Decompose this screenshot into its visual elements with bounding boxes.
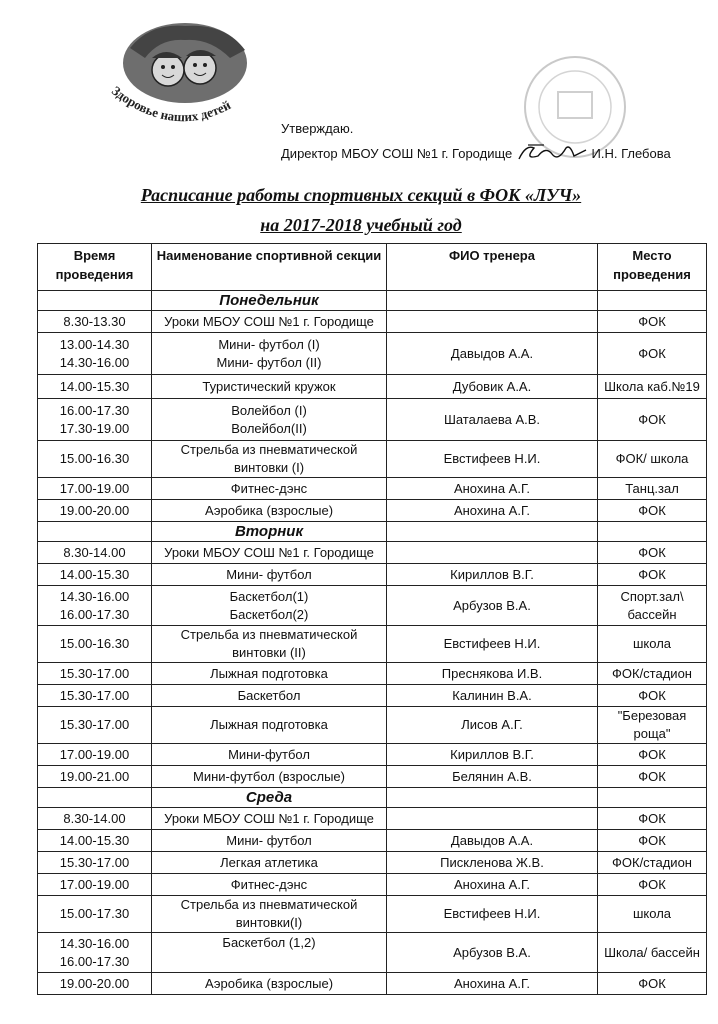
coach-cell: Кириллов В.Г. bbox=[387, 564, 598, 586]
doc-title-line2: на 2017-2018 учебный год bbox=[260, 215, 462, 235]
time-cell bbox=[38, 311, 152, 333]
table-row bbox=[38, 441, 707, 478]
table-row bbox=[38, 766, 707, 788]
coach-cell bbox=[387, 542, 598, 564]
day-name: Среда bbox=[152, 788, 387, 808]
section-name: Волейбол(II) bbox=[231, 420, 307, 436]
place-cell: ФОК bbox=[598, 766, 707, 788]
time-cell bbox=[38, 626, 152, 663]
place-cell: Школа каб.№19 bbox=[598, 375, 707, 399]
section-cell bbox=[152, 375, 387, 399]
place-cell: школа bbox=[598, 626, 707, 663]
place-cell: Танц.зал bbox=[598, 478, 707, 500]
section-name: Стрельба из пневматической bbox=[180, 897, 358, 912]
time-cell bbox=[38, 933, 152, 973]
section-cell bbox=[152, 830, 387, 852]
header-coach: ФИО тренера bbox=[387, 244, 598, 291]
section-cell bbox=[152, 500, 387, 522]
coach-cell: Анохина А.Г. bbox=[387, 478, 598, 500]
table-row bbox=[38, 542, 707, 564]
signature bbox=[516, 142, 588, 164]
day-row bbox=[38, 291, 707, 311]
section-cell bbox=[152, 852, 387, 874]
coach-cell: Калинин В.А. bbox=[387, 685, 598, 707]
day-empty-cell bbox=[387, 522, 598, 542]
coach-cell: Кириллов В.Г. bbox=[387, 744, 598, 766]
table-row bbox=[38, 874, 707, 896]
time-value: 14.00-15.30 bbox=[59, 832, 130, 848]
section-cell bbox=[152, 766, 387, 788]
table-row bbox=[38, 500, 707, 522]
time-cell bbox=[38, 542, 152, 564]
time-value: 16.00-17.30 bbox=[59, 953, 130, 969]
table-row bbox=[38, 707, 707, 744]
section-name: Мини-футбол (взрослые) bbox=[193, 768, 345, 784]
time-cell bbox=[38, 874, 152, 896]
place-cell: Школа/ бассейн bbox=[598, 933, 707, 973]
table-row bbox=[38, 478, 707, 500]
coach-cell: Шаталаева А.В. bbox=[387, 399, 598, 441]
time-cell bbox=[38, 333, 152, 375]
section-name: Баскетбол(1) bbox=[229, 588, 309, 604]
section-cell bbox=[152, 626, 387, 663]
time-cell bbox=[38, 399, 152, 441]
time-value: 15.30-17.00 bbox=[59, 717, 130, 732]
place-cell: ФОК bbox=[598, 564, 707, 586]
table-row bbox=[38, 399, 707, 441]
time-value: 14.30-16.00 bbox=[59, 354, 130, 370]
place-cell: ФОК bbox=[598, 500, 707, 522]
table-row bbox=[38, 830, 707, 852]
section-cell bbox=[152, 663, 387, 685]
director-name: И.Н. Глебова bbox=[591, 146, 671, 161]
time-cell bbox=[38, 685, 152, 707]
director-line bbox=[281, 142, 671, 164]
coach-cell: Дубовик А.А. bbox=[387, 375, 598, 399]
time-value: 15.00-17.30 bbox=[59, 906, 130, 921]
section-name: Уроки МБОУ СОШ №1 г. Городище bbox=[164, 313, 374, 329]
table-row bbox=[38, 586, 707, 626]
time-cell bbox=[38, 707, 152, 744]
section-cell bbox=[152, 478, 387, 500]
time-value: 17.00-19.00 bbox=[59, 480, 130, 496]
schedule-table bbox=[37, 243, 707, 995]
place-cell: Спорт.зал\ бассейн bbox=[598, 586, 707, 626]
day-empty-cell bbox=[38, 291, 152, 311]
time-value: 13.00-14.30 bbox=[59, 336, 130, 352]
section-cell bbox=[152, 564, 387, 586]
time-cell bbox=[38, 973, 152, 995]
section-name: Мини- футбол bbox=[226, 832, 312, 848]
table-row bbox=[38, 896, 707, 933]
table-row bbox=[38, 852, 707, 874]
day-empty-cell bbox=[387, 291, 598, 311]
section-name: Стрельба из пневматической bbox=[180, 442, 358, 457]
section-name: Фитнес-дэнс bbox=[230, 876, 308, 892]
time-cell bbox=[38, 375, 152, 399]
coach-cell: Евстифеев Н.И. bbox=[387, 441, 598, 478]
day-row bbox=[38, 788, 707, 808]
place-cell: ФОК/стадион bbox=[598, 663, 707, 685]
section-name: Туристический кружок bbox=[202, 378, 336, 394]
coach-cell: Лисов А.Г. bbox=[387, 707, 598, 744]
logo-emblem bbox=[100, 18, 275, 128]
day-name: Понедельник bbox=[152, 291, 387, 311]
time-value: 14.00-15.30 bbox=[59, 566, 130, 582]
table-row bbox=[38, 933, 707, 973]
time-value: 15.30-17.00 bbox=[59, 687, 130, 703]
day-empty-cell bbox=[38, 522, 152, 542]
place-cell: ФОК bbox=[598, 744, 707, 766]
section-cell bbox=[152, 973, 387, 995]
time-cell bbox=[38, 766, 152, 788]
section-name: Лыжная подготовка bbox=[210, 665, 328, 681]
day-empty-cell bbox=[598, 788, 707, 808]
section-cell bbox=[152, 399, 387, 441]
section-name: Аэробика (взрослые) bbox=[204, 975, 334, 991]
section-cell bbox=[152, 441, 387, 478]
time-cell bbox=[38, 478, 152, 500]
coach-cell: Анохина А.Г. bbox=[387, 874, 598, 896]
section-name: Аэробика (взрослые) bbox=[204, 502, 334, 518]
header-row bbox=[38, 244, 707, 291]
section-cell bbox=[152, 542, 387, 564]
coach-cell: Анохина А.Г. bbox=[387, 973, 598, 995]
day-name: Вторник bbox=[152, 522, 387, 542]
coach-cell: Арбузов В.А. bbox=[387, 586, 598, 626]
table-row bbox=[38, 626, 707, 663]
place-cell: ФОК bbox=[598, 830, 707, 852]
coach-cell: Давыдов А.А. bbox=[387, 830, 598, 852]
table-row bbox=[38, 564, 707, 586]
header-time: Время проведения bbox=[38, 244, 152, 291]
time-cell bbox=[38, 896, 152, 933]
time-value: 17.00-19.00 bbox=[59, 746, 130, 762]
table-row bbox=[38, 973, 707, 995]
section-name: Мини- футбол (II) bbox=[216, 354, 322, 370]
section-name: Уроки МБОУ СОШ №1 г. Городище bbox=[164, 544, 374, 560]
place-cell: ФОК bbox=[598, 333, 707, 375]
time-value: 8.30-13.30 bbox=[63, 313, 126, 329]
time-value: 8.30-14.00 bbox=[63, 810, 126, 826]
place-cell: ФОК/стадион bbox=[598, 852, 707, 874]
place-cell: ФОК bbox=[598, 311, 707, 333]
place-cell: "Березовая роща" bbox=[598, 707, 707, 744]
table-row bbox=[38, 744, 707, 766]
section-name: Фитнес-дэнс bbox=[230, 480, 308, 496]
section-name: Мини-футбол bbox=[228, 746, 310, 762]
place-cell: ФОК/ школа bbox=[598, 441, 707, 478]
time-value: 15.30-17.00 bbox=[59, 854, 130, 870]
section-cell bbox=[152, 874, 387, 896]
section-cell bbox=[152, 808, 387, 830]
time-cell bbox=[38, 808, 152, 830]
section-cell bbox=[152, 744, 387, 766]
time-value: 17.30-19.00 bbox=[59, 420, 130, 436]
day-empty-cell bbox=[38, 788, 152, 808]
section-name: Баскетбол(2) bbox=[229, 606, 309, 622]
coach-cell bbox=[387, 311, 598, 333]
coach-cell: Давыдов А.А. bbox=[387, 333, 598, 375]
section-name: Мини- футбол (I) bbox=[218, 336, 320, 352]
section-cell bbox=[152, 586, 387, 626]
day-empty-cell bbox=[598, 291, 707, 311]
day-empty-cell bbox=[598, 522, 707, 542]
time-cell bbox=[38, 852, 152, 874]
time-value: 19.00-20.00 bbox=[59, 975, 130, 991]
place-cell: школа bbox=[598, 896, 707, 933]
time-cell bbox=[38, 441, 152, 478]
place-cell: ФОК bbox=[598, 973, 707, 995]
coach-cell bbox=[387, 808, 598, 830]
section-name: Баскетбол (1,2) bbox=[222, 935, 316, 950]
section-name: Легкая атлетика bbox=[220, 854, 318, 870]
time-value: 19.00-20.00 bbox=[59, 502, 130, 518]
section-cell bbox=[152, 685, 387, 707]
place-cell: ФОК bbox=[598, 685, 707, 707]
coach-cell: Преснякова И.В. bbox=[387, 663, 598, 685]
time-cell bbox=[38, 564, 152, 586]
time-value: 16.00-17.30 bbox=[59, 402, 130, 418]
table-row bbox=[38, 685, 707, 707]
time-cell bbox=[38, 830, 152, 852]
section-name: Лыжная подготовка bbox=[210, 717, 328, 732]
section-cell bbox=[152, 896, 387, 933]
time-value: 15.00-16.30 bbox=[59, 636, 130, 651]
section-name: Волейбол (I) bbox=[231, 402, 307, 418]
header-section: Наименование спортивной секции bbox=[152, 244, 387, 291]
place-cell: ФОК bbox=[598, 542, 707, 564]
coach-cell: Белянин А.В. bbox=[387, 766, 598, 788]
place-cell: ФОК bbox=[598, 874, 707, 896]
time-value: 15.30-17.00 bbox=[59, 665, 130, 681]
table-row bbox=[38, 808, 707, 830]
place-cell: ФОК bbox=[598, 808, 707, 830]
time-cell bbox=[38, 663, 152, 685]
section-cell bbox=[152, 311, 387, 333]
time-cell bbox=[38, 586, 152, 626]
time-cell bbox=[38, 500, 152, 522]
table-row bbox=[38, 333, 707, 375]
logo-text: Здоровье наших детей bbox=[109, 82, 234, 125]
place-cell: ФОК bbox=[598, 399, 707, 441]
section-name: Мини- футбол bbox=[226, 566, 312, 582]
section-name: винтовки(I) bbox=[235, 915, 303, 930]
section-name: винтовки (II) bbox=[232, 645, 306, 660]
coach-cell: Евстифеев Н.И. bbox=[387, 626, 598, 663]
time-value: 8.30-14.00 bbox=[63, 544, 126, 560]
table-row bbox=[38, 375, 707, 399]
day-empty-cell bbox=[387, 788, 598, 808]
table-row bbox=[38, 663, 707, 685]
time-value: 19.00-21.00 bbox=[59, 768, 130, 784]
section-name: Уроки МБОУ СОШ №1 г. Городище bbox=[164, 810, 374, 826]
time-value: 15.00-16.30 bbox=[59, 451, 130, 466]
section-cell bbox=[152, 933, 387, 973]
time-value: 17.00-19.00 bbox=[59, 876, 130, 892]
time-value: 16.00-17.30 bbox=[59, 606, 130, 622]
section-name: Стрельба из пневматической bbox=[180, 627, 358, 642]
approval-label: Утверждаю. bbox=[281, 121, 354, 136]
doc-title-line1: Расписание работы спортивных секций в ФОК «ЛУЧ» bbox=[140, 185, 582, 205]
table-row bbox=[38, 311, 707, 333]
header-place: Место проведения bbox=[598, 244, 707, 291]
time-value: 14.00-15.30 bbox=[59, 378, 130, 394]
section-name: Баскетбол bbox=[237, 687, 301, 703]
section-name: винтовки (I) bbox=[233, 460, 305, 475]
coach-cell: Пискленова Ж.В. bbox=[387, 852, 598, 874]
time-cell bbox=[38, 744, 152, 766]
coach-cell: Евстифеев Н.И. bbox=[387, 896, 598, 933]
time-value: 14.30-16.00 bbox=[59, 588, 130, 604]
section-cell bbox=[152, 333, 387, 375]
coach-cell: Анохина А.Г. bbox=[387, 500, 598, 522]
time-value: 14.30-16.00 bbox=[59, 935, 130, 951]
coach-cell: Арбузов В.А. bbox=[387, 933, 598, 973]
section-cell bbox=[152, 707, 387, 744]
day-row bbox=[38, 522, 707, 542]
director-title: Директор МБОУ СОШ №1 г. Городище bbox=[281, 146, 513, 161]
